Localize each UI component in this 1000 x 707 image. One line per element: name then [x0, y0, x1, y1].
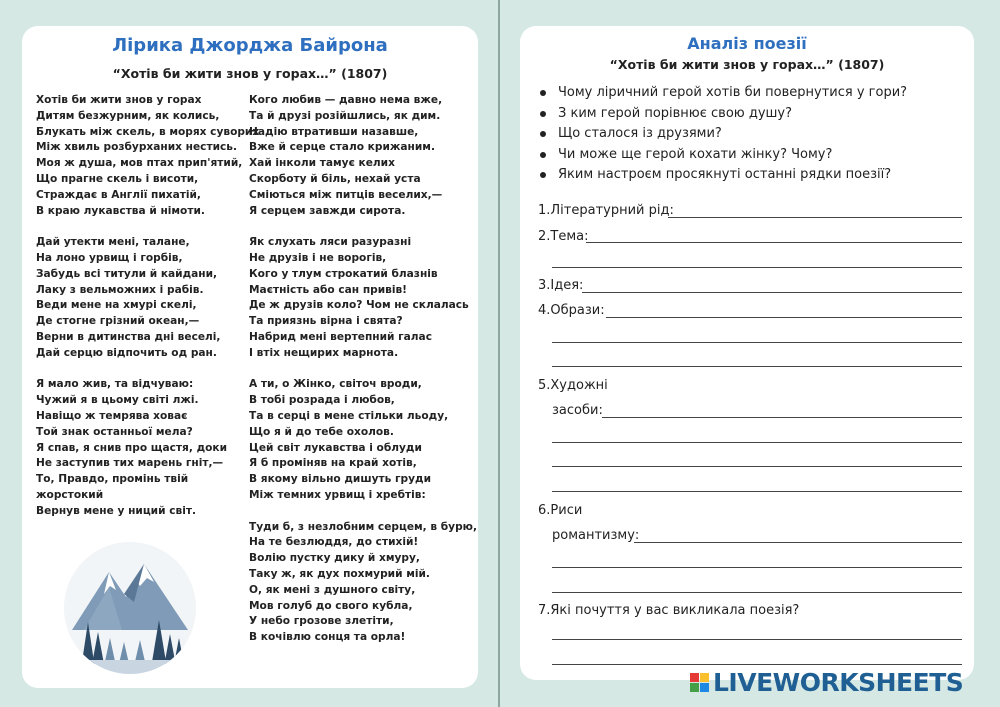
answer-line-feelings-1[interactable] [552, 639, 962, 640]
poem-line: жорстокий [36, 488, 104, 501]
poem-line: В кочівлю сонця та орла! [249, 631, 406, 644]
answer-line-romanticism-2[interactable] [552, 567, 962, 568]
answer-line-genre[interactable] [668, 217, 962, 218]
poem-line: Вернув мене у ниций світ. [36, 504, 196, 517]
poem-line: Страждає в Англії пихатій, [36, 188, 201, 201]
answer-line-feelings-2[interactable] [552, 664, 962, 665]
poem-line: Я спав, я снив про щастя, доки [36, 441, 228, 454]
poem-line: Веди мене на хмурі скелі, [36, 299, 197, 312]
poem-line: Вже й серце стало крижаним. [249, 141, 435, 154]
poem-line: Мов голуб до свого кубла, [249, 599, 413, 612]
poem-subtitle: “Хотів би жити знов у горах…” (1807) [112, 66, 388, 81]
poem-line: Кого у тлум строкатий блазнів [249, 267, 438, 280]
poem-line: Що я й до тебе охолов. [249, 425, 394, 438]
answer-line-images-1[interactable] [606, 317, 962, 318]
poem-line: Не заступив тих марень гніт,— [36, 457, 224, 470]
question-item: Що сталося із друзями? [538, 124, 907, 145]
answer-line-devices-3[interactable] [552, 466, 962, 467]
liveworksheets-logo [690, 666, 963, 698]
poem-line: На те безлюддя, до стихій! [249, 536, 419, 549]
logo-block [690, 673, 699, 682]
poem-line: Забудь всі титули й кайдани, [36, 267, 218, 280]
poem-line: Верни в дитинства дні веселі, [36, 330, 221, 343]
poem-line: В тобі розрада і любов, [249, 394, 395, 407]
poem-line: Той знак останньої мела? [36, 425, 193, 438]
poem-line: В краю лукавства й німоти. [36, 204, 205, 217]
poem-column-1 [36, 93, 259, 535]
poem-line: На лоно урвищ і горбів, [36, 251, 183, 264]
answer-line-devices-2[interactable] [552, 442, 962, 443]
answer-line-romanticism-1[interactable] [634, 542, 962, 543]
poem-line: Та й друзі розійшлись, як дим. [249, 109, 441, 122]
logo-blocks-icon [690, 673, 709, 692]
poem-line: Сміються між питців веселих,— [249, 188, 443, 201]
task-theme: 2.Тема: [538, 229, 589, 244]
task-devices-cont: засоби: [552, 403, 603, 418]
answer-line-theme-1[interactable] [586, 242, 962, 243]
answer-line-idea[interactable] [582, 292, 962, 293]
question-list [538, 83, 907, 186]
analysis-subtitle: “Хотів би жити знов у горах…” (1807) [609, 57, 885, 72]
poem-line: Маєтність або сан привів! [249, 283, 408, 296]
task-feelings: 7.Які почуття у вас викликала поезія? [538, 603, 800, 618]
poem-line: І втіх нещирих марнота. [249, 346, 399, 359]
answer-line-images-2[interactable] [552, 342, 962, 343]
poem-line: Я мало жив, та відчуваю: [36, 378, 194, 391]
answer-line-images-3[interactable] [552, 366, 962, 367]
poem-stanza [36, 235, 259, 361]
poem-stanza [36, 93, 259, 219]
mountain-landscape-icon [64, 542, 196, 674]
poem-line: Я б проміняв на край хотів, [249, 457, 417, 470]
task-images: 4.Образи: [538, 303, 605, 318]
poem-line: Як слухать ляси разуразні [249, 236, 412, 249]
poem-line: Надію втративши назавше, [249, 125, 419, 138]
logo-block [700, 673, 709, 682]
poem-line: О, як мені з душного світу, [249, 583, 416, 596]
analysis-title: Аналіз поезії [687, 34, 807, 53]
poem-line: Не друзів і не ворогів, [249, 251, 387, 264]
poem-line: Цей світ лукавства і облуди [249, 441, 422, 454]
poem-line: Між хвиль розбурханих нестись. [36, 141, 238, 154]
question-item: Чи може ще герой кохати жінку? Чому? [538, 145, 907, 166]
poem-stanza [249, 93, 477, 219]
poem-line: Дитям безжурним, як колись, [36, 109, 220, 122]
poem-line: Навіщо ж темрява ховає [36, 409, 188, 422]
poem-page-title: Лірика Джорджа Байрона [112, 35, 388, 56]
poem-line: Я серцем завжди сирота. [249, 204, 406, 217]
poem-line: Та в серці в мене стільки льоду, [249, 409, 449, 422]
poem-stanza [36, 377, 259, 519]
poem-column-2 [249, 93, 477, 662]
poem-line: Хай інколи тамує келих [249, 157, 395, 170]
task-devices: 5.Художні [538, 378, 608, 393]
brand-name: LIVEWORKSHEETS [713, 667, 964, 697]
task-romanticism: 6.Риси [538, 503, 583, 518]
answer-line-romanticism-3[interactable] [552, 592, 962, 593]
poem-line: Дай утекти мені, талане, [36, 236, 190, 249]
poem-line: А ти, о Жінко, світоч вроди, [249, 378, 422, 391]
poem-line: Блукать між скель, в морях суворих [36, 125, 260, 138]
question-item: Чому ліричний герой хотів би повернутися у гори? [538, 83, 907, 104]
poem-line: Набрид мені вертепний галас [249, 330, 432, 343]
poem-stanza [249, 377, 477, 503]
poem-line: Де стогне грізний океан,— [36, 315, 200, 328]
poem-line: Що прагне скель і висоти, [36, 172, 199, 185]
poem-line: Між темних урвищ і хребтів: [249, 488, 426, 501]
question-item: Яким настроєм просякнуті останні рядки поезії? [538, 165, 907, 186]
poem-line: Лаку з вельможних і рабів. [36, 283, 204, 296]
poem-line: Моя ж душа, мов птах прип'ятий, [36, 157, 243, 170]
poem-line: Туди б, з незлобним серцем, в бурю, [249, 520, 477, 533]
poem-stanza [249, 235, 477, 361]
poem-line: Чужий я в цьому світі лжі. [36, 394, 199, 407]
poem-card [22, 26, 478, 688]
poem-line: Та приязнь вірна і свята? [249, 315, 403, 328]
question-item: З ким герой порівнює свою душу? [538, 104, 907, 125]
logo-block [700, 683, 709, 692]
poem-line: Таку ж, як дух похмурий мій. [249, 567, 430, 580]
logo-block [690, 683, 699, 692]
task-idea: 3.Ідея: [538, 278, 584, 293]
poem-line: Скорботу й біль, нехай уста [249, 172, 421, 185]
answer-line-devices-1[interactable] [602, 417, 962, 418]
poem-line: Кого любив — давно нема вже, [249, 94, 443, 106]
poem-line: То, Правдо, промінь твій [36, 473, 189, 486]
analysis-card [520, 26, 974, 680]
poem-line: Хотів би жити знов у горах [36, 94, 202, 106]
poem-line: В якому вільно дишуть груди [249, 473, 432, 486]
poem-line: У небо грозове злетіти, [249, 615, 394, 628]
page-fold [498, 0, 500, 707]
poem-stanza [249, 520, 477, 646]
poem-line: Волію пустку дику й хмуру, [249, 552, 420, 565]
answer-line-theme-2[interactable] [552, 267, 962, 268]
task-literary-genre: 1.Літературний рід: [538, 203, 674, 218]
task-romanticism-cont: романтизму: [552, 528, 640, 543]
poem-line: Де ж друзів коло? Чом не склалась [249, 299, 469, 312]
answer-line-devices-4[interactable] [552, 491, 962, 492]
poem-line: Дай серцю відпочить од ран. [36, 346, 217, 359]
